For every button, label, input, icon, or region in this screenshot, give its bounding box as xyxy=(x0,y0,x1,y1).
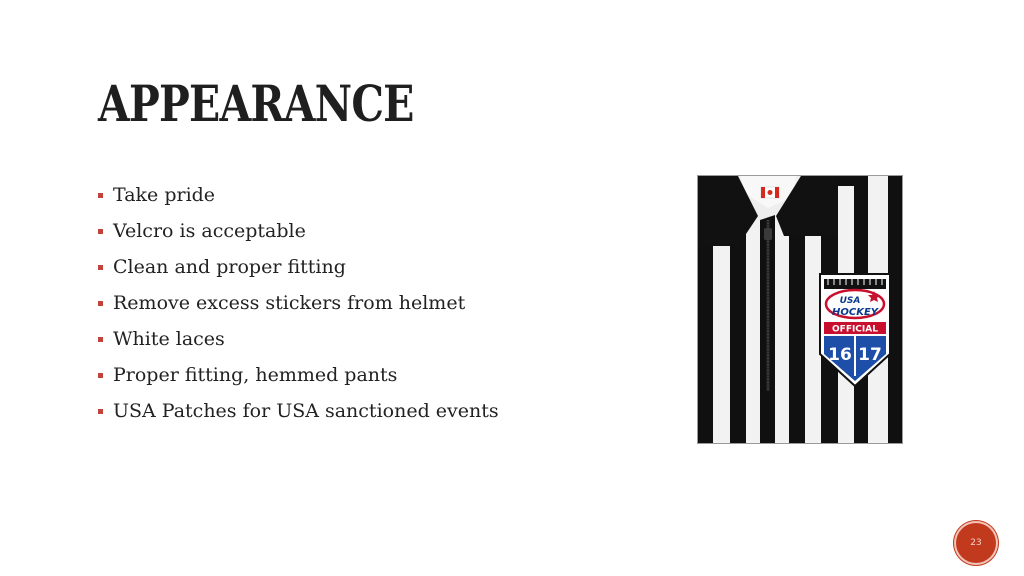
bullet-item xyxy=(98,357,499,393)
bullet-item xyxy=(98,393,499,429)
patch-hockey-text: HOCKEY xyxy=(831,307,879,318)
patch-year-left: 16 xyxy=(828,345,852,365)
bullet-marker-icon xyxy=(98,229,103,234)
patch-year-right: 17 xyxy=(858,345,882,365)
bullet-item xyxy=(98,285,499,321)
bullet-marker-icon xyxy=(98,193,103,198)
bullet-marker-icon xyxy=(98,337,103,342)
bullet-marker-icon xyxy=(98,373,103,378)
page-number: 23 xyxy=(970,538,982,548)
bullet-marker-icon xyxy=(98,301,103,306)
bullet-marker-icon xyxy=(98,409,103,414)
patch-official-text: OFFICIAL xyxy=(832,324,878,335)
referee-jersey-photo xyxy=(697,175,903,444)
bullet-item xyxy=(98,177,499,213)
page-number-badge xyxy=(956,523,996,563)
bullet-text: USA Patches for USA sanctioned events xyxy=(113,400,499,422)
jersey-illustration xyxy=(698,176,903,444)
bullet-item xyxy=(98,321,499,357)
bullet-text: Take pride xyxy=(113,184,216,206)
slide-title: APPEARANCE xyxy=(98,74,414,133)
bullet-text: Clean and proper fitting xyxy=(113,256,346,278)
patch-usa-text: USA xyxy=(839,296,861,306)
bullet-marker-icon xyxy=(98,265,103,270)
bullet-list xyxy=(98,177,499,429)
bullet-text: Remove excess stickers from helmet xyxy=(113,292,466,314)
bullet-item xyxy=(98,213,499,249)
bullet-item xyxy=(98,249,499,285)
bullet-text: Proper fitting, hemmed pants xyxy=(113,364,398,386)
bullet-text: White laces xyxy=(113,328,225,350)
bullet-text: Velcro is acceptable xyxy=(113,220,306,242)
